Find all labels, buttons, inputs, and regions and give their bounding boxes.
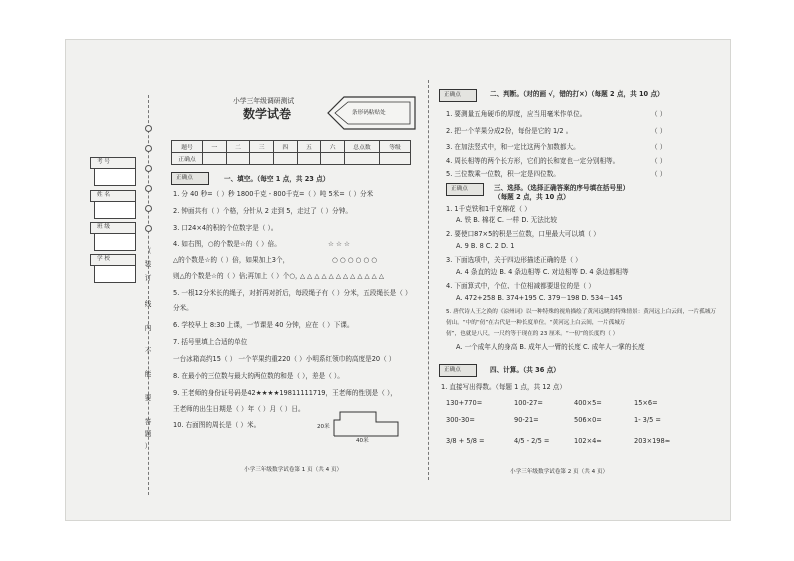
choice-options: A. 4 条直的边 B. 4 条边相等 C. 对边相等 D. 4 条边都相等 <box>456 268 629 276</box>
figure-bottom-label: 40米 <box>356 438 369 444</box>
calc-item: 102×4≈ <box>574 437 602 445</box>
score-cell[interactable] <box>380 153 411 165</box>
fill-question: 1. 分 40 秒=（ ）秒 1800千克 - 800千克=（ ）吨 5米=（ ）分米 <box>173 190 374 198</box>
choice-question: 4. 下面算式中，个位、十位相减都要退位的是（ ） <box>446 282 595 290</box>
binding-hole <box>145 165 152 172</box>
binding-hole <box>145 145 152 152</box>
score-cell[interactable] <box>345 153 380 165</box>
fill-question: 5. 一根12分米长的绳子，对折再对折后，每段绳子有（ ）分米，五段绳长是（ ） <box>173 289 412 297</box>
calc-item: 300-30= <box>446 416 475 424</box>
judge-item: 3. 在加法竖式中，和一定比这两个加数都大。 <box>446 143 580 151</box>
fill-question: 10. 右面图的周长是（ ）米。 <box>173 421 261 429</box>
score-header-cell: 六 <box>321 141 345 153</box>
name-field[interactable] <box>94 201 136 219</box>
binding-note-char: （ <box>144 247 152 255</box>
choice-options: A. 一个成年人的身高 B. 成年人一臂的长度 C. 成年人一掌的长度 <box>456 343 645 351</box>
binding-hole <box>145 125 152 132</box>
calc-item: 15×6= <box>634 399 658 407</box>
choice-question: 仞山。“中的“仞”在古代是一种长度单位。“黄河远上白云间，一片孤城万 <box>446 320 626 326</box>
score-cell[interactable] <box>273 153 297 165</box>
binding-note-char: 订 <box>144 274 152 282</box>
fill-question: 6. 学校早上 8:30 上课，一节课是 40 分钟，应在（ ）下课。 <box>173 321 354 329</box>
score-cell[interactable] <box>321 153 345 165</box>
calc-item: 203×198≈ <box>634 437 671 445</box>
judge-answer[interactable]: （ ） <box>651 127 667 135</box>
score-header-cell: 三 <box>250 141 274 153</box>
fill-question: 9. 王老师的身份证号码是42★★★★19811111719，王老师的性别是（ ）， <box>173 389 397 397</box>
section2-title: 二、判断。（对的画 √，错的打×）（每题 2 点，共 10 点） <box>490 90 664 98</box>
label-class: 班 级 <box>90 222 136 234</box>
exam-number-field[interactable] <box>94 168 136 186</box>
binding-note-char: 不 <box>144 347 152 355</box>
star-shapes: ☆ ☆ ☆ <box>328 240 350 248</box>
exam-title: 数学试卷 <box>243 107 292 121</box>
calc-item: 506×0= <box>574 416 602 424</box>
judge-item: 4. 周长相等的两个长方形，它们的长和宽也一定分别相等。 <box>446 157 620 165</box>
choice-question: 3. 下面选项中，关于四边形描述正确的是（ ） <box>446 256 582 264</box>
calc-item: 3/8 + 5/8 = <box>446 437 485 445</box>
binding-note-char: 装 <box>144 260 152 268</box>
section3-score-box[interactable]: 正确点 <box>446 183 484 196</box>
binding-note-char: 要 <box>144 394 152 402</box>
binding-note-char: 能 <box>144 370 152 378</box>
judge-item: 5. 三位数乘一位数，积一定是四位数。 <box>446 170 560 178</box>
score-table <box>171 140 411 165</box>
score-cell[interactable] <box>297 153 321 165</box>
judge-item: 2. 把一个苹果分成2份，每份是它的 1/2 。 <box>446 127 573 135</box>
score-row-label: 正确点 <box>172 153 203 165</box>
fill-question: 王老师的出生日期是（ ）年（ ）月（ ）日。 <box>173 405 305 413</box>
label-name: 姓 名 <box>90 190 136 202</box>
score-header-cell: 五 <box>297 141 321 153</box>
choice-options: A. 9 B. 8 C. 2 D. 1 <box>456 242 515 250</box>
calc-item: 4/5 - 2/5 = <box>514 437 550 445</box>
choice-options: A. 铁 B. 棉花 C. 一样 D. 无法比较 <box>456 216 557 224</box>
score-header-cell: 一 <box>203 141 227 153</box>
score-header-cell: 等级 <box>380 141 411 153</box>
fill-question: 8. 在最小的三位数与最大的两位数的和是（ ），差是（ ）。 <box>173 372 344 380</box>
binding-note-char: 线 <box>144 300 152 308</box>
fill-question: △的个数是☆的（ ）倍，如果加上3个， <box>173 256 290 264</box>
circle-shapes: ○ ○ ○ ○ ○ ○ <box>332 256 378 264</box>
choice-question: 5. 唐代诗人王之涣的《凉州词》以一种特殊的视角描绘了黄河远眺的特殊情景：黄河远上白云间，一片孤城万 <box>446 309 717 315</box>
judge-answer[interactable]: （ ） <box>651 157 667 165</box>
section4-title: 四、计算。（共 36 点） <box>490 366 560 374</box>
judge-answer[interactable]: （ ） <box>651 170 667 178</box>
fill-question: 2. 钟面共有（ ）个格，分针从 2 走到 5，走过了（ ）分钟。 <box>173 207 352 215</box>
judge-answer[interactable]: （ ） <box>651 143 667 151</box>
label-exam-number: 考 号 <box>90 157 136 169</box>
page-footer: 小学三年级数学试卷第 1 页（共 4 页） <box>244 467 343 473</box>
binding-note-char: 内 <box>144 324 152 332</box>
fill-question: 4. 如右图，○的个数是☆的（ ）倍。 <box>173 240 281 248</box>
score-cell[interactable] <box>226 153 250 165</box>
choice-question: 1. 1千克铁和1千克棉花（ ） <box>446 205 531 213</box>
calc-item: 90-21= <box>514 416 539 424</box>
score-header-cell: 四 <box>273 141 297 153</box>
calc-item: 1- 3/5 = <box>634 416 661 424</box>
section1-score-box[interactable]: 正确点 <box>171 172 209 185</box>
score-header-cell: 题号 <box>172 141 203 153</box>
section4-subtitle: 1. 直接写出得数。（每题 1 点，共 12 点） <box>441 383 566 391</box>
calc-item: 100-27= <box>514 399 543 407</box>
school-field[interactable] <box>94 265 136 283</box>
section4-score-box[interactable]: 正确点 <box>439 364 477 377</box>
class-field[interactable] <box>94 233 136 251</box>
choice-question: 仞”，也就是八尺，一尺约等于现在的 23 厘米。“一仞”的长度约（ ） <box>446 331 619 337</box>
judge-answer[interactable]: （ ） <box>651 110 667 118</box>
calc-item: 130+770= <box>446 399 483 407</box>
exam-subtitle: 小学三年级调研测试 <box>233 97 295 105</box>
fill-question: 7. 括号里填上合适的单位 <box>173 338 248 346</box>
judge-item: 1. 要测量五角硬币的厚度，应当用毫米作单位。 <box>446 110 587 118</box>
section3-title: 三、选择。（选择正确答案的序号填在括号里） <box>494 184 630 192</box>
binding-note-char: 答 <box>144 418 152 426</box>
section3-subtitle: （每题 2 点，共 10 点） <box>494 193 570 201</box>
choice-question: 2. 要使口87×5的积是三位数，口里最大可以填（ ） <box>446 230 600 238</box>
binding-note-char: 题 <box>144 430 152 438</box>
section1-title: 一、填空。（每空 1 点，共 23 点） <box>224 175 330 183</box>
score-header-cell: 二 <box>226 141 250 153</box>
page-footer: 小学三年级数学试卷第 2 页（共 4 页） <box>510 469 609 475</box>
score-cell[interactable] <box>250 153 274 165</box>
binding-hole <box>145 185 152 192</box>
barcode-label: 条形码粘贴处 <box>352 110 386 116</box>
binding-hole <box>145 225 152 232</box>
section2-score-box[interactable]: 正确点 <box>439 89 477 102</box>
page-divider <box>428 80 429 480</box>
fill-question: 则△的个数是☆的（ ）倍;再加上（ ）个○， <box>173 272 302 280</box>
fill-question: 分米。 <box>173 304 193 312</box>
triangle-shapes: △ △ △ △ △ △ △ △ △ △ △ △ <box>300 272 384 280</box>
binding-hole <box>145 205 152 212</box>
figure-side-label: 20米 <box>317 424 330 430</box>
fill-question: 3. 口24×4的积的个位数字是（ ）。 <box>173 224 278 232</box>
score-header-cell: 总点数 <box>345 141 380 153</box>
calc-item: 400×5= <box>574 399 602 407</box>
score-cell[interactable] <box>203 153 227 165</box>
perimeter-figure <box>332 410 402 438</box>
label-school: 学 校 <box>90 254 136 266</box>
binding-note-char: ） <box>144 442 152 450</box>
choice-options: A. 472+258 B. 374+195 C. 379－198 D. 534－145 <box>456 294 623 302</box>
fill-question: 一台冰箱高约15（ ） 一个苹果约重220（ ）小明系红领巾的高度是20（ ） <box>173 355 396 363</box>
